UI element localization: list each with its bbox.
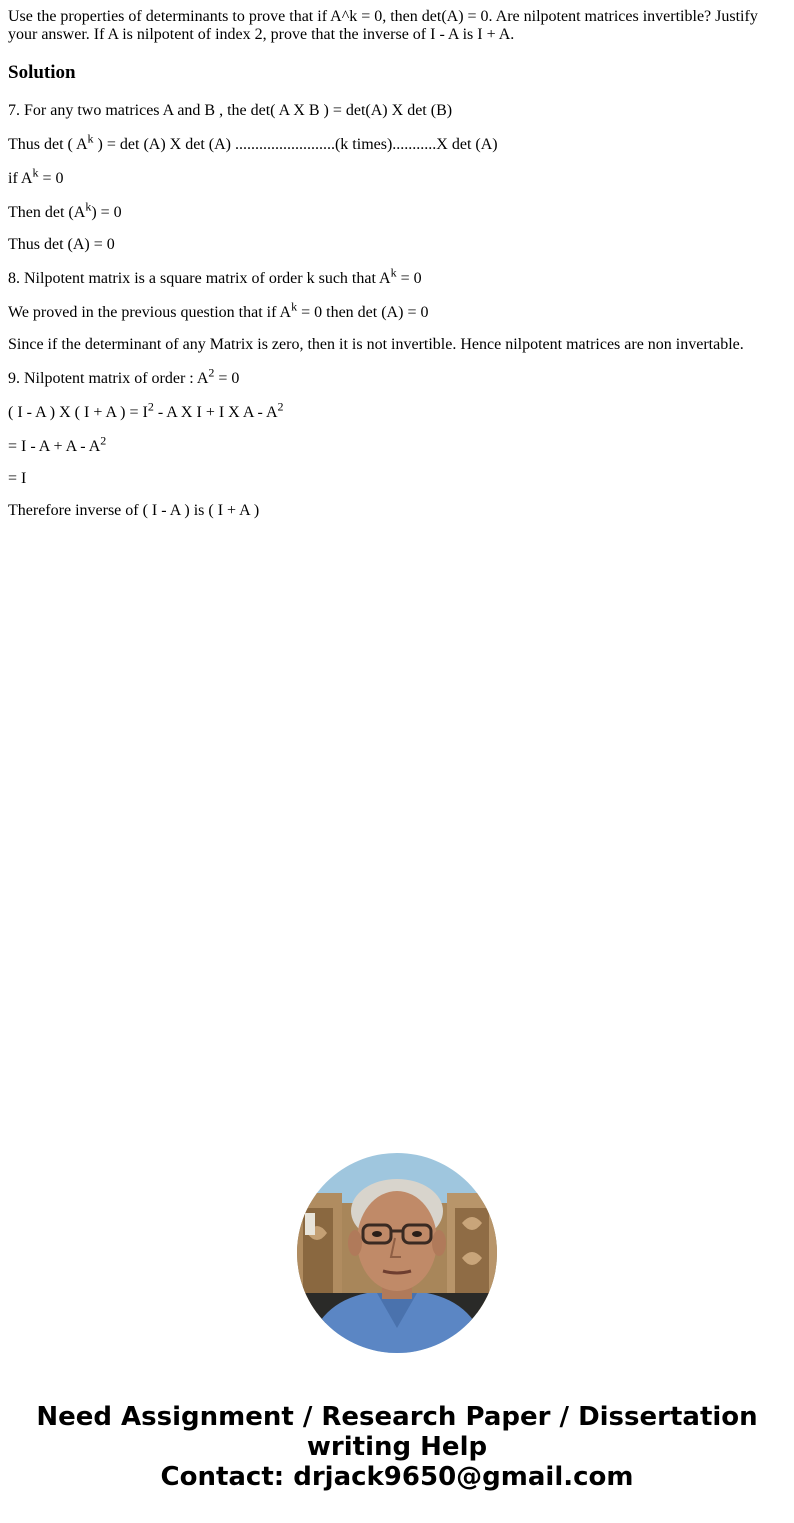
line-text: Since if the determinant of any Matrix is zero, then it is not invertible. Hence nilpotent matrices are non invertable.: [8, 336, 744, 353]
tutor-avatar: [297, 1153, 497, 1353]
tutor-portrait: [297, 1153, 497, 1353]
line-text: 7. For any two matrices A and B , the det( A X B ) = det(A) X det (B): [8, 102, 453, 119]
solution-heading: Solution: [8, 62, 76, 83]
line-text: ) = det (A) X det (A) .........................(k times)...........X det (A): [93, 136, 498, 153]
solution-line-7: [8, 102, 778, 120]
solution-line-product-expand: [8, 399, 778, 422]
superscript: 2: [100, 433, 107, 448]
superscript: k: [390, 265, 397, 280]
footer-line-1: Need Assignment / Research Paper / Dissertation: [36, 1402, 758, 1432]
solution-line-if-ak: [8, 165, 778, 188]
line-text: if A: [8, 170, 33, 187]
line-text: 8. Nilpotent matrix is a square matrix of order k such that A: [8, 270, 391, 287]
document-body: [8, 8, 778, 520]
solution-line-proved: [8, 299, 778, 322]
footer-banner: [0, 1402, 794, 1492]
solution-line-thus-det: [8, 236, 778, 254]
footer-contact: Contact: drjack9650@gmail.com: [160, 1462, 634, 1492]
solution-line-simplify: [8, 433, 778, 456]
superscript: k: [32, 165, 39, 180]
line-text: Therefore inverse of ( I - A ) is ( I + A ): [8, 502, 260, 519]
solution-line-then-det: [8, 199, 778, 222]
superscript: 2: [208, 365, 215, 380]
solution-line-det-product: [8, 131, 778, 154]
line-text: 9. Nilpotent matrix of order : A: [8, 370, 209, 387]
line-text: ( I - A ) X ( I + A ) = I: [8, 404, 148, 421]
solution-line-8: [8, 265, 778, 288]
solution-line-therefore: [8, 502, 778, 520]
footer-line-2: writing Help: [306, 1432, 488, 1462]
solution-line-since: [8, 336, 778, 354]
line-text: Thus det (A) = 0: [8, 236, 115, 253]
line-text: = I: [8, 470, 27, 487]
line-text: = 0 then det (A) = 0: [297, 304, 429, 321]
line-text: = I - A + A - A: [8, 438, 101, 455]
line-text: = 0: [214, 370, 240, 387]
line-text: Thus det ( A: [8, 136, 88, 153]
solution-line-equals-i: [8, 470, 778, 488]
superscript: 2: [277, 399, 284, 414]
solution-line-9: [8, 365, 778, 388]
superscript: k: [87, 131, 94, 146]
line-text: Then det (A: [8, 204, 86, 221]
superscript: 2: [147, 399, 154, 414]
line-text: - A X I + I X A - A: [153, 404, 278, 421]
line-text: = 0: [38, 170, 64, 187]
line-text: We proved in the previous question that if A: [8, 304, 292, 321]
line-text: = 0: [396, 270, 422, 287]
superscript: k: [291, 299, 298, 314]
question-text: Use the properties of determinants to prove that if A^k = 0, then det(A) = 0. Are nilpotent matrices invertible? Justify your answer. If A is nilpotent of index 2, prove that the inverse of I - A is I + A.: [8, 8, 758, 43]
line-text: ) = 0: [91, 204, 122, 221]
superscript: k: [85, 199, 92, 214]
